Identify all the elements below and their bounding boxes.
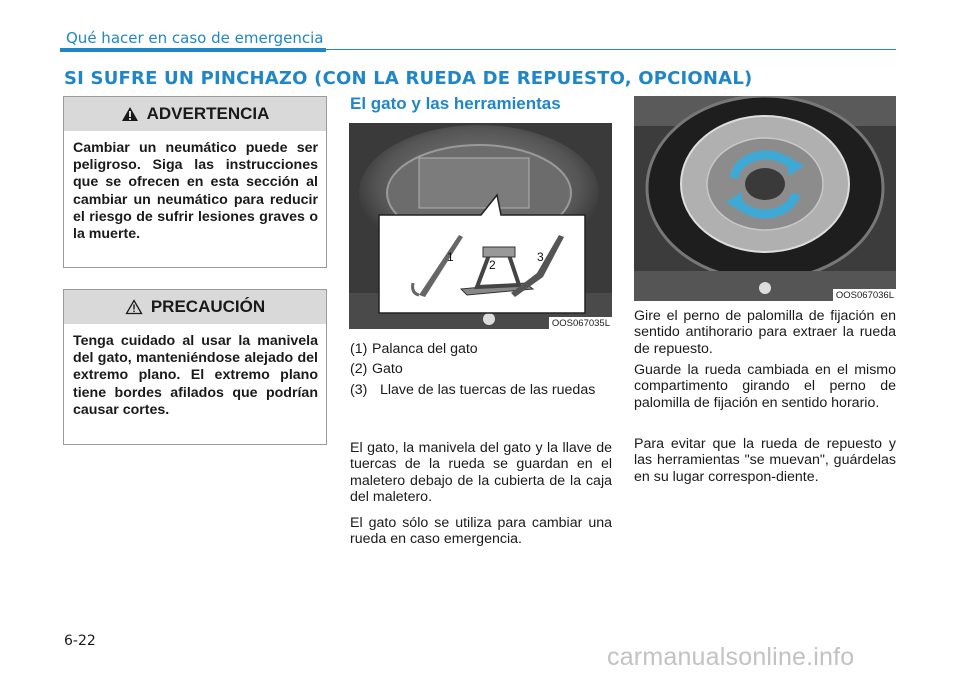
figure-label: OOS067036L [833, 289, 896, 301]
caution-icon [125, 299, 143, 315]
jack-figure [349, 123, 612, 329]
tool-list [350, 339, 612, 398]
list-item [350, 339, 612, 359]
list-item-number: (2) [350, 361, 368, 377]
warning-text: Cambiar un neumático puede ser peligroso. Siga las instrucciones que se ofrecen en esta sección al cambiar un neumático para reducir el riesgo de sufrir lesiones graves o la muerte. [73, 140, 318, 243]
trunk-jack-illustration [349, 123, 612, 329]
figure-label: OOS067035L [549, 317, 612, 329]
paragraph: El gato, la manivela del gato y la llave de tuercas de la rueda se guardan en el maletero debajo de la cubierta de la caja del maletero. [350, 440, 612, 506]
callout-3: 3 [537, 250, 544, 264]
section-title: SI SUFRE UN PINCHAZO (CON LA RUEDA DE REPUESTO, OPCIONAL) [64, 68, 753, 89]
chapter-title: Qué hacer en caso de emergencia [66, 29, 324, 47]
spare-wheel-figure [634, 96, 896, 301]
warning-header [64, 97, 326, 131]
callout-2: 2 [489, 258, 496, 272]
watermark: carmanualsonline.info [607, 643, 855, 671]
list-item [350, 382, 612, 398]
warning-icon [121, 106, 139, 122]
page-number: 6-22 [64, 633, 96, 649]
list-item-text: Palanca del gato [372, 341, 478, 357]
caution-box [63, 289, 327, 445]
list-item-text: Llave de las tuercas de las ruedas [380, 382, 596, 398]
list-item-text: Gato [372, 361, 403, 377]
spare-wheel-illustration [634, 96, 896, 301]
jack-section-title: El gato y las herramientas [350, 94, 561, 113]
header-rule-thin [326, 49, 896, 50]
list-item-number: (3) [350, 382, 368, 398]
header-rule [60, 48, 326, 52]
caution-header [64, 290, 326, 324]
paragraph: Para evitar que la rueda de repuesto y las herramientas "se muevan", guárdelas en su lugar correspon-diente. [634, 436, 896, 485]
paragraph: El gato sólo se utiliza para cambiar una rueda en caso emergencia. [350, 515, 612, 548]
paragraph: Guarde la rueda cambiada en el mismo compartimento girando el perno de palomilla de fijación en sentido horario. [634, 362, 896, 411]
warning-box [63, 96, 327, 268]
paragraph: Gire el perno de palomilla de fijación en sentido antihorario para extraer la rueda de repuesto. [634, 308, 896, 357]
caution-title: PRECAUCIÓN [150, 297, 266, 316]
caution-text: Tenga cuidado al usar la manivela del gato, manteniéndose alejado del extremo plano. El extremo plano tiene bordes afilados que podrían causar cortes. [73, 333, 318, 418]
list-item [350, 359, 612, 379]
list-item-number: (1) [350, 341, 368, 357]
callout-1: 1 [447, 250, 454, 264]
warning-title: ADVERTENCIA [146, 104, 270, 123]
